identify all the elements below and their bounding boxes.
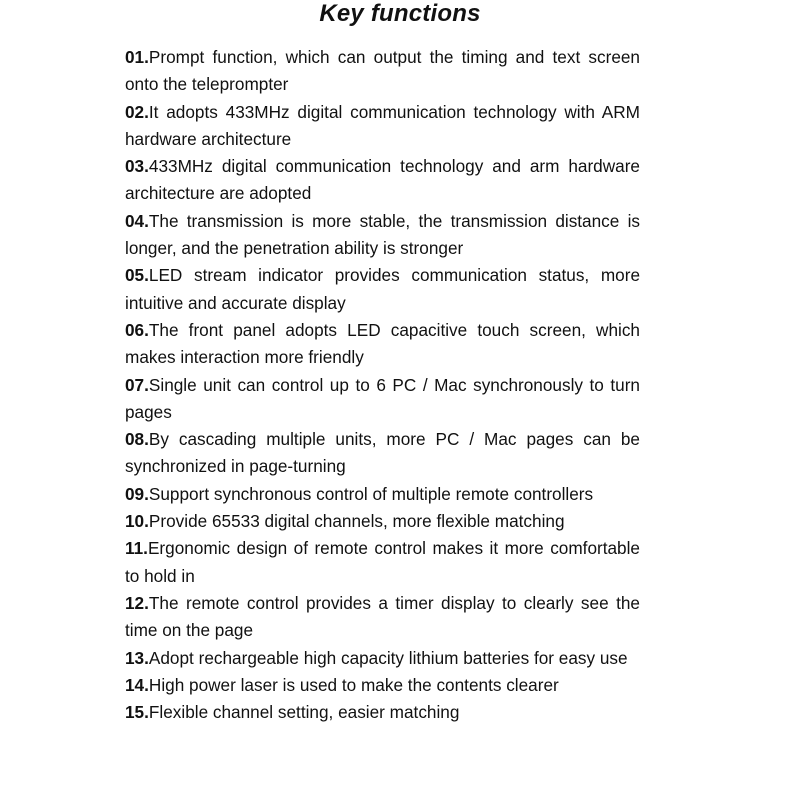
list-item xyxy=(125,99,640,154)
item-number: 09. xyxy=(125,483,149,504)
list-item xyxy=(125,535,640,590)
item-text: Support synchronous control of multiple remote controllers xyxy=(148,483,594,504)
list-item xyxy=(125,590,640,645)
item-number: 03. xyxy=(125,156,149,177)
item-number: 07. xyxy=(125,374,149,395)
page-title: Key functions xyxy=(319,0,481,27)
item-number: 01. xyxy=(125,47,149,67)
list-item xyxy=(125,481,640,508)
item-number: 04. xyxy=(125,210,149,231)
item-number: 10. xyxy=(125,511,149,532)
list-item xyxy=(125,672,640,699)
item-text: It adopts 433MHz digital communication technology with ARM hardware architecture xyxy=(125,101,640,149)
item-number: 11. xyxy=(125,538,148,559)
item-number: 02. xyxy=(125,101,149,122)
item-number: 12. xyxy=(125,592,149,613)
item-text: Flexible channel setting, easier matching xyxy=(148,702,460,723)
list-item xyxy=(125,317,640,372)
list-item xyxy=(125,426,640,481)
item-text: LED stream indicator provides communication status, more intuitive and accurate display xyxy=(125,265,640,313)
item-text: 433MHz digital communication technology and arm hardware architecture are adopted xyxy=(125,156,640,204)
item-number: 14. xyxy=(125,674,149,695)
item-number: 13. xyxy=(125,647,149,668)
list-item xyxy=(125,645,640,672)
item-number: 08. xyxy=(125,429,149,450)
list-item xyxy=(125,262,640,317)
list-item xyxy=(125,153,640,208)
item-number: 15. xyxy=(125,702,149,723)
list-item xyxy=(125,699,640,726)
item-text: Prompt function, which can output the timing and text screen onto the teleprompter xyxy=(125,47,640,95)
list-item xyxy=(125,208,640,263)
item-text: The remote control provides a timer display to clearly see the time on the page xyxy=(125,592,640,641)
key-functions-list xyxy=(125,44,640,726)
item-text: By cascading multiple units, more PC / Mac pages can be synchronized in page-turning xyxy=(125,429,640,477)
item-number: 05. xyxy=(125,265,149,286)
list-item xyxy=(125,372,640,427)
item-text: Adopt rechargeable high capacity lithium batteries for easy use xyxy=(148,647,628,668)
item-text: The transmission is more stable, the transmission distance is longer, and the penetration ability is stronger xyxy=(125,210,640,259)
list-item xyxy=(125,508,640,535)
list-item xyxy=(125,44,640,99)
item-text: Ergonomic design of remote control makes it more comfortable to hold in xyxy=(125,538,640,586)
item-number: 06. xyxy=(125,319,149,340)
item-text: The front panel adopts LED capacitive touch screen, which makes interaction more friendly xyxy=(125,319,640,368)
item-text: High power laser is used to make the contents clearer xyxy=(148,674,559,695)
item-text: Provide 65533 digital channels, more flexible matching xyxy=(148,511,565,532)
item-text: Single unit can control up to 6 PC / Mac synchronously to turn pages xyxy=(125,374,640,422)
